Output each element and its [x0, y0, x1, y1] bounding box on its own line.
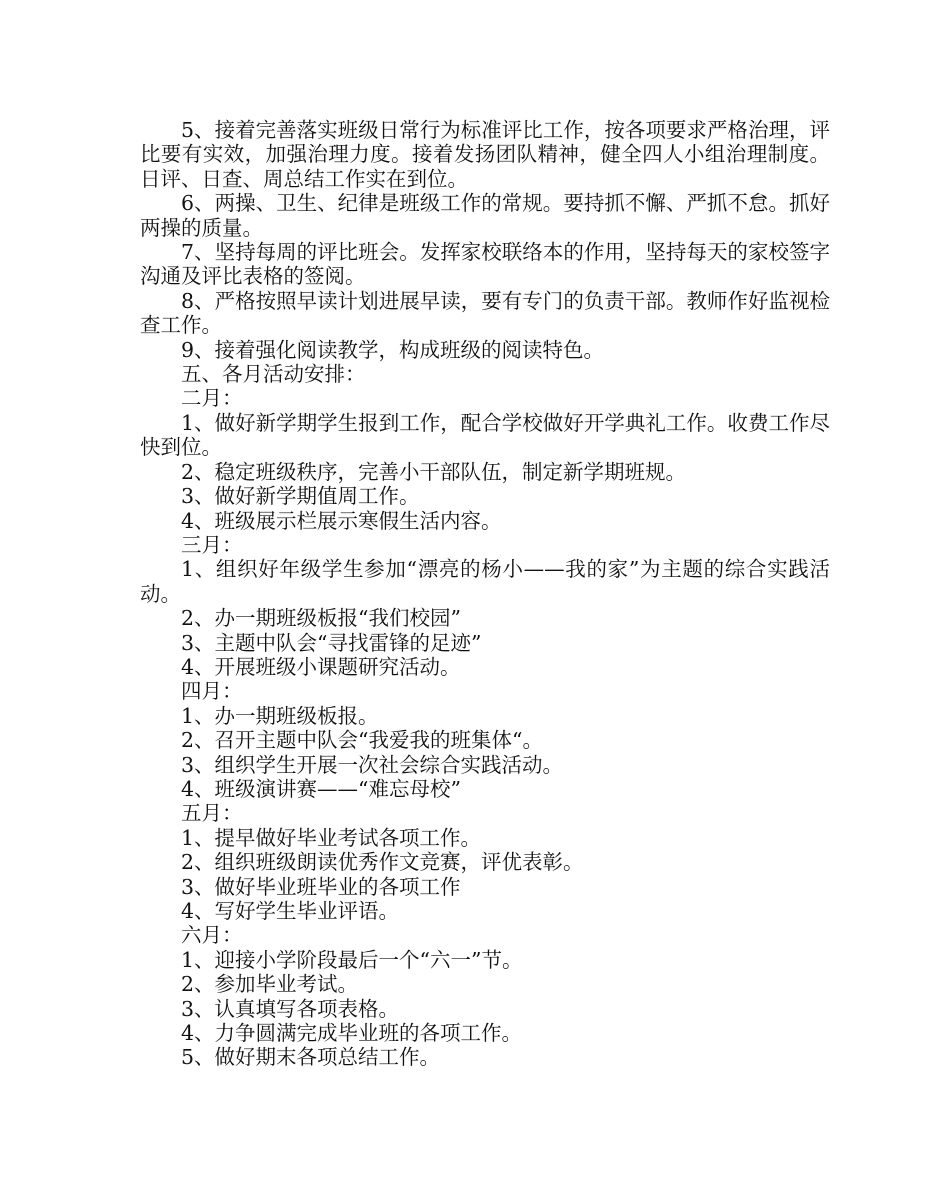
march-item-4: 4、开展班级小课题研究活动。 — [181, 654, 461, 679]
paragraph-item-6: 6、两操、卫生、纪律是班级工作的常规。要持抓不懈、严抓不怠。抓好两操的质量。 — [140, 191, 830, 240]
february-item-4: 4、班级展示栏展示寒假生活内容。 — [181, 508, 502, 533]
april-item-3: 3、组织学生开展一次社会综合实践活动。 — [181, 752, 564, 777]
february-item-2: 2、稳定班级秩序，完善小干部队伍，制定新学期班规。 — [181, 459, 687, 484]
march-item-1: 1、组织好年级学生参加“漂亮的杨小——我的家”为主题的综合实践活动。 — [140, 557, 830, 606]
month-heading-april: 四月： — [181, 679, 243, 704]
paragraph-item-8: 8、严格按照早读计划进展早读，要有专门的负责干部。教师作好监视检查工作。 — [140, 288, 830, 338]
february-item-1: 1、做好新学期学生报到工作，配合学校做好开学典礼工作。收费工作尽快到位。 — [140, 410, 830, 460]
month-heading-june: 六月： — [181, 923, 243, 948]
april-item-2: 2、召开主题中队会“我爱我的班集体“。 — [181, 728, 544, 753]
may-item-4: 4、写好学生毕业评语。 — [181, 899, 400, 923]
may-item-1: 1、提早做好毕业考试各项工作。 — [181, 825, 482, 850]
june-item-3: 3、认真填写各项表格。 — [181, 996, 400, 1021]
june-item-1: 1、迎接小学阶段最后一个“六一”节。 — [181, 947, 523, 972]
month-heading-february: 二月： — [181, 386, 243, 411]
document-body — [140, 118, 830, 1070]
april-item-4: 4、班级演讲赛——“难忘母校” — [181, 776, 462, 801]
march-item-2: 2、办一期班级板报“我们校园” — [181, 606, 462, 631]
section-heading-monthly-plan: 五、各月活动安排： — [181, 362, 366, 387]
may-item-3: 3、做好毕业班毕业的各项工作 — [181, 874, 461, 899]
june-item-5: 5、做好期末各项总结工作。 — [181, 1045, 441, 1070]
march-item-3: 3、主题中队会“寻找雷锋的足迹” — [181, 630, 482, 655]
paragraph-item-7: 7、坚持每周的评比班会。发挥家校联络本的作用，坚持每天的家校签字沟通及评比表格的签阅。 — [140, 240, 830, 289]
june-item-4: 4、力争圆满完成毕业班的各项工作。 — [181, 1021, 523, 1046]
june-item-2: 2、参加毕业考试。 — [181, 972, 359, 997]
month-heading-march: 三月： — [181, 532, 243, 557]
paragraph-item-5: 5、接着完善落实班级日常行为标准评比工作，按各项要求严格治理，评比要有实效，加强治理力度。接着发扬团队精神，健全四人小组治理制度。日评、日查、周总结工作实在到位。 — [140, 118, 830, 191]
month-heading-may: 五月： — [181, 801, 243, 826]
april-item-1: 1、办一期班级板报。 — [181, 703, 379, 728]
may-item-2: 2、组织班级朗读优秀作文竞赛，评优表彰。 — [181, 850, 584, 875]
paragraph-item-9: 9、接着强化阅读教学，构成班级的阅读特色。 — [181, 337, 605, 362]
february-item-3: 3、做好新学期值周工作。 — [181, 484, 420, 509]
